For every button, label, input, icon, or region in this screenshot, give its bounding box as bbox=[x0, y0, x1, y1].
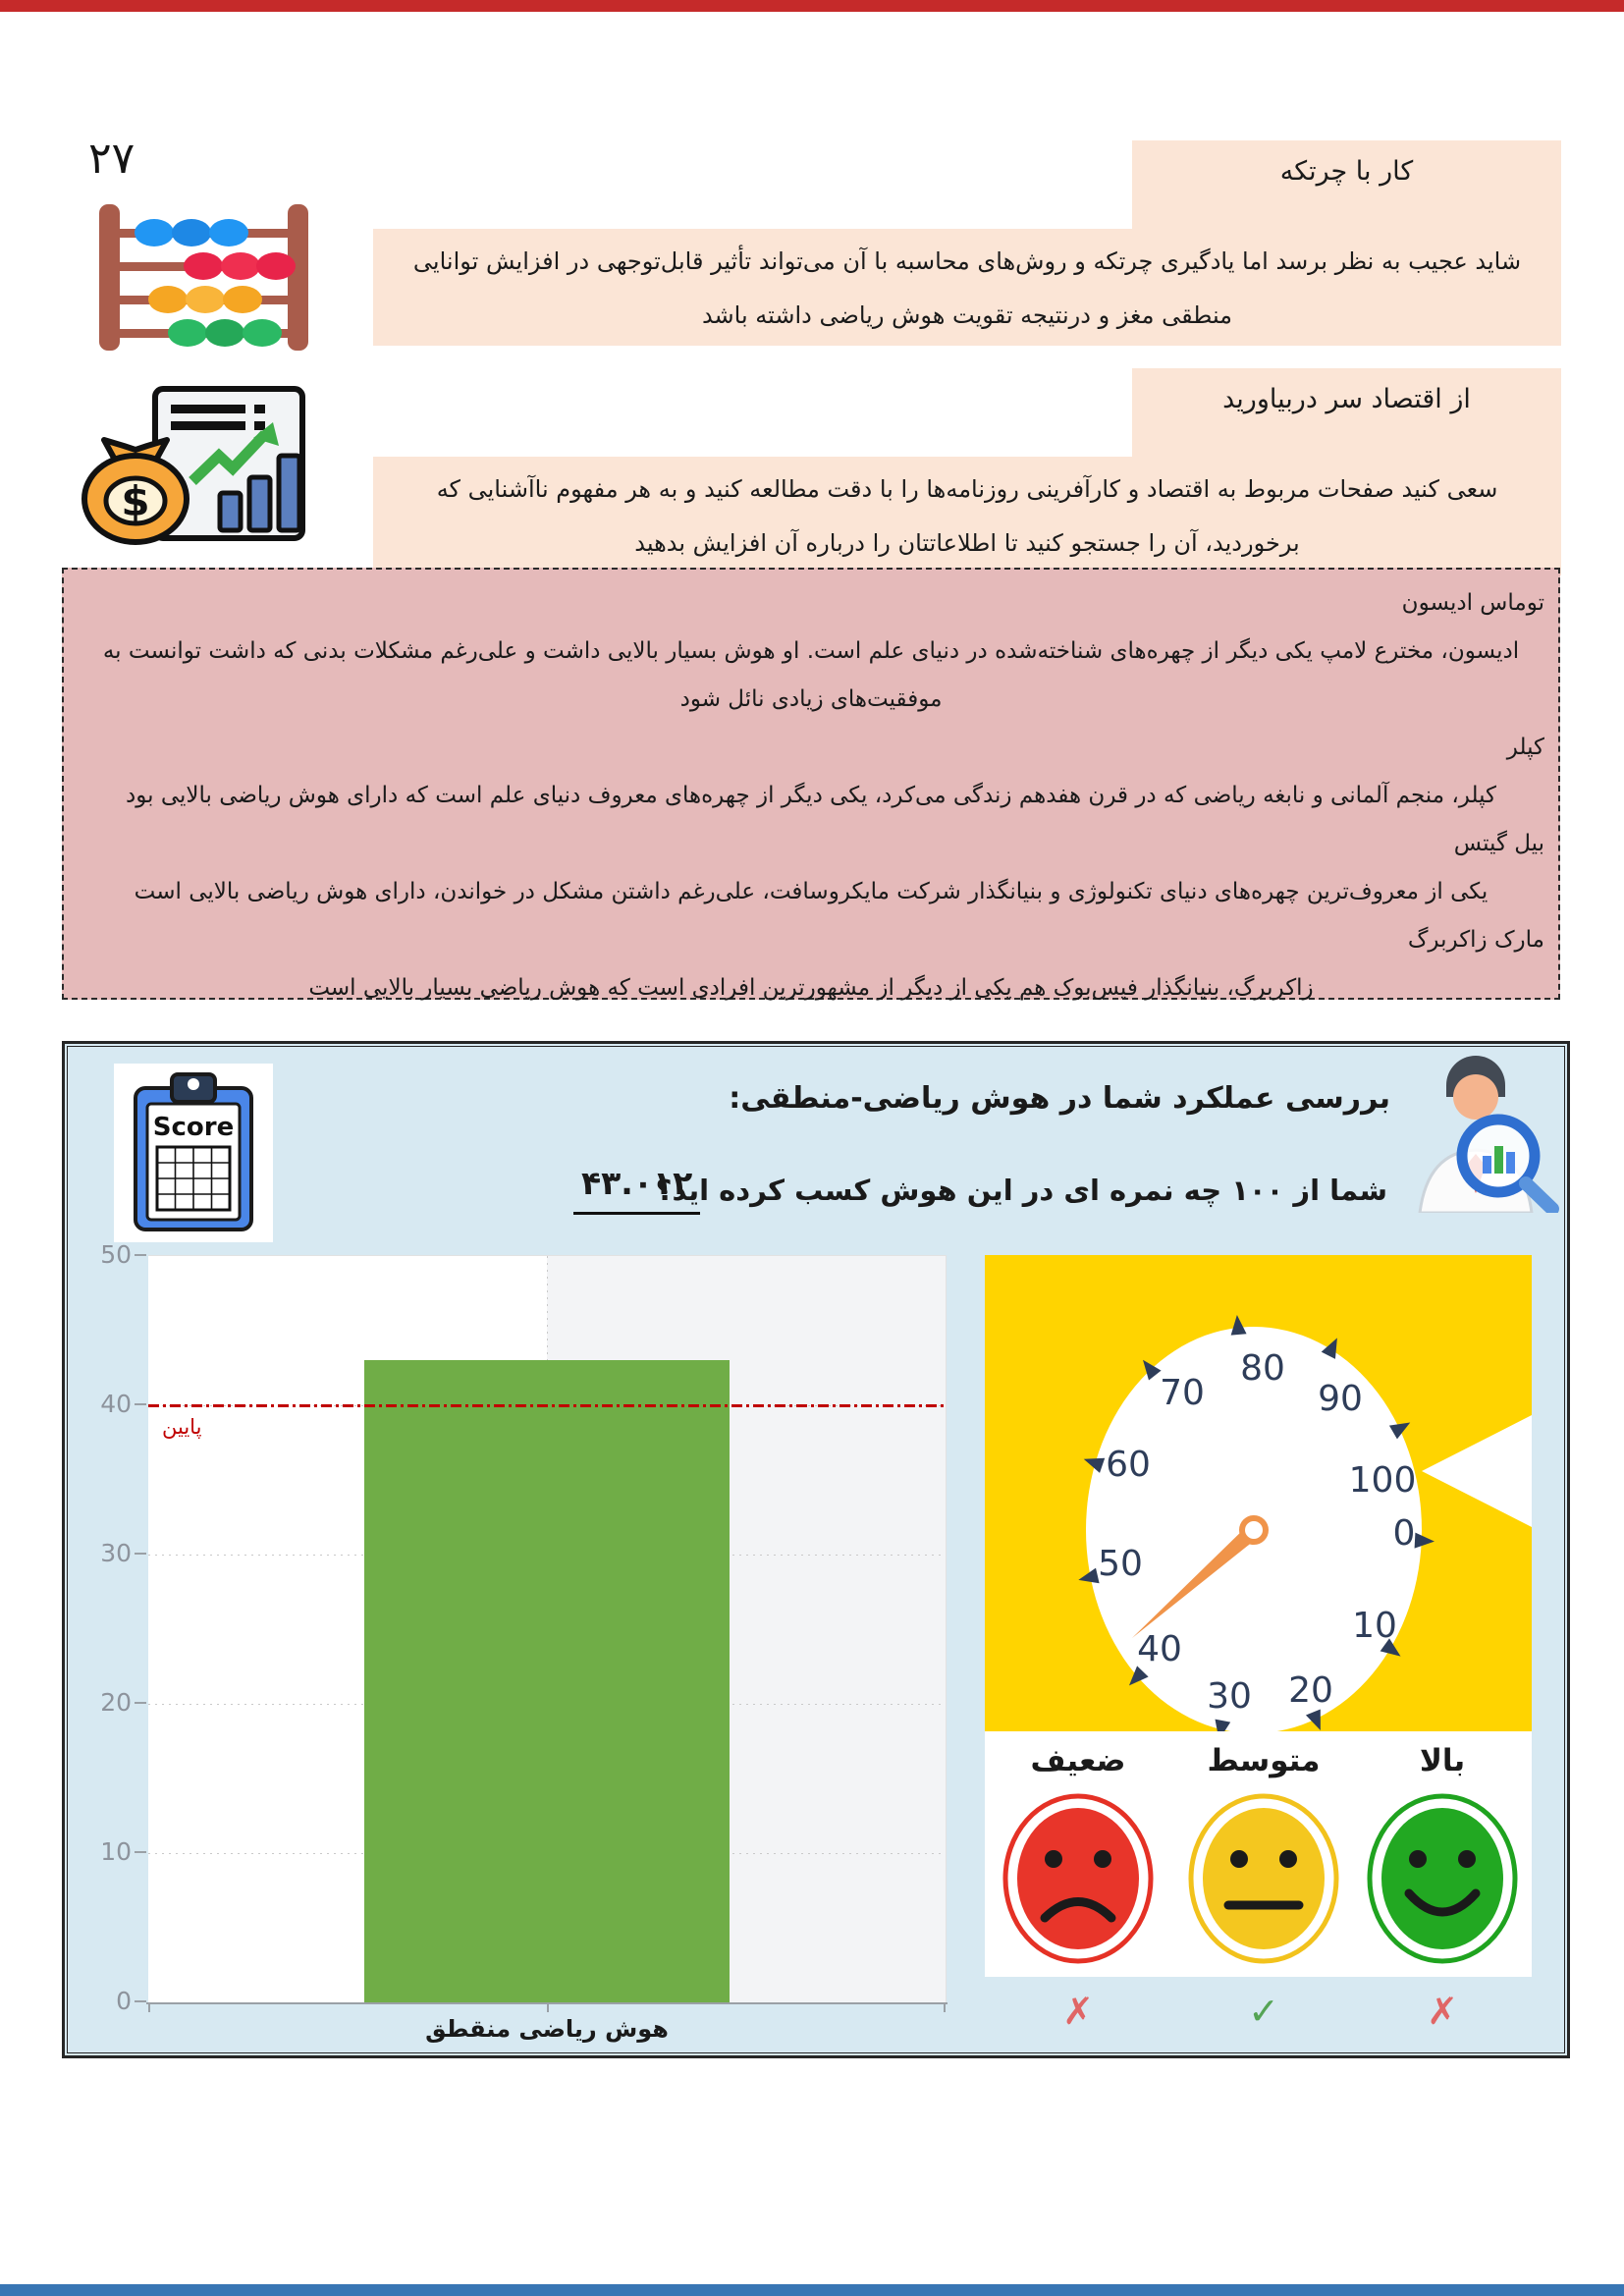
page-top-accent-bar bbox=[0, 0, 1624, 12]
bar-chart-plot bbox=[148, 1255, 947, 2002]
sad-red-face-icon bbox=[1000, 1785, 1157, 1972]
chart-bar bbox=[364, 1360, 730, 2002]
abacus-icon bbox=[93, 201, 314, 357]
panel-question: شما از ۱۰۰ چه نمره ای در این هوش کسب کرده اید؟ bbox=[655, 1174, 1387, 1207]
rating-column-weak bbox=[995, 1736, 1162, 2033]
threshold-label: پایین bbox=[162, 1415, 202, 1439]
y-tick-mark bbox=[135, 1254, 146, 1256]
tip-body-line: منطقی مغز و درنتیجه تقویت هوش ریاضی داشته باشد bbox=[701, 301, 1233, 329]
gauge-tick-label: 50 bbox=[1098, 1544, 1143, 1584]
y-tick-label: 0 bbox=[116, 1987, 132, 2015]
gauge-tick-label: 40 bbox=[1137, 1629, 1182, 1669]
famous-people-box bbox=[62, 568, 1560, 1000]
rating-label: بالا bbox=[1419, 1743, 1466, 1778]
gauge-tick-label: 20 bbox=[1288, 1670, 1333, 1711]
rating-label: ضعیف bbox=[1030, 1743, 1126, 1778]
y-tick-label: 50 bbox=[100, 1240, 132, 1269]
neutral-yellow-face-icon bbox=[1185, 1785, 1342, 1972]
y-tick-mark bbox=[135, 2000, 146, 2002]
page-number: ۲۷ bbox=[88, 134, 135, 184]
tip-body-economy bbox=[373, 457, 1561, 575]
rating-mark: ✗ bbox=[1062, 1990, 1094, 2033]
tip-body-line: برخوردید، آن را جستجو کنید تا اطلاعاتتان را درباره آن افزایش بدهید bbox=[634, 529, 1300, 557]
y-tick-mark bbox=[135, 1851, 146, 1853]
person-magnifier-icon bbox=[1392, 1056, 1564, 1217]
rating-column-high bbox=[1359, 1736, 1526, 2033]
rating-mark: ✓ bbox=[1248, 1990, 1279, 2033]
tip-body-line: سعی کنید صفحات مربوط به اقتصاد و کارآفرینی روزنامه‌ها را با دقت مطالعه کنید و به هر مفهوم ناآشنایی که bbox=[436, 475, 1498, 503]
y-tick-label: 40 bbox=[100, 1390, 132, 1418]
gauge-tick-label: 10 bbox=[1352, 1606, 1397, 1646]
rating-column-medium bbox=[1180, 1736, 1347, 2033]
famous-person-name: کپلر bbox=[1506, 735, 1544, 760]
famous-person-description: زاکربرگ، بنیانگذار فیس‌بوک هم یکی از دیگر از مشهورترین افرادی است که هوش ریاضی بسیار بالایی است bbox=[308, 975, 1314, 1001]
gauge-tick-label: 60 bbox=[1106, 1445, 1151, 1485]
x-category-label: هوش ریاضی منقطق bbox=[425, 2015, 669, 2043]
famous-person-name: مارک زاکربرگ bbox=[1407, 927, 1544, 953]
gauge-tick-label: 70 bbox=[1160, 1373, 1205, 1413]
results-panel bbox=[62, 1041, 1570, 2058]
gauge-tick-label: 90 bbox=[1318, 1379, 1363, 1419]
famous-person-name: توماس ادیسون bbox=[1401, 590, 1544, 616]
tip-body-line: شاید عجیب به نظر برسد اما یادگیری چرتکه و روش‌های محاسبه با آن می‌تواند تأثیر قابل‌توجهی در افزایش توانایی bbox=[412, 247, 1522, 275]
panel-score-value: ۴۳.۰۱۲ bbox=[573, 1164, 700, 1215]
famous-person-description: یکی از معروف‌ترین چهره‌های دنیای تکنولوژی و بنیانگذار شرکت مایکروسافت، علی‌رغم داشتن مشکل در خواندن، دارای هوش ریاضی بالایی است bbox=[134, 879, 1489, 904]
money-bag-chart-icon bbox=[77, 383, 312, 552]
threshold-line bbox=[148, 1404, 946, 1407]
y-tick-mark bbox=[135, 1553, 146, 1555]
tip-header-abacus: کار با چرتکه bbox=[1132, 140, 1561, 229]
famous-person-description: ادیسون، مخترع لامپ یکی دیگر از چهره‌های شناخته‌شده در دنیای علم است. او هوش بسیار بالایی داشت و علی‌رغم مشکلات بدنی که داشت توانست به موفقیت‌های زیادی نائل شود bbox=[102, 638, 1520, 712]
y-tick-mark bbox=[135, 1702, 146, 1704]
svg-text:$: $ bbox=[121, 477, 150, 525]
page-bottom-accent-bar bbox=[0, 2284, 1624, 2296]
x-tick-mark bbox=[547, 2004, 549, 2012]
panel-title: بررسی عملکرد شما در هوش ریاضی-منطقی: bbox=[729, 1081, 1390, 1116]
happy-green-face-icon bbox=[1364, 1785, 1521, 1972]
score-gauge-icon bbox=[985, 1255, 1532, 1731]
x-tick-mark bbox=[944, 2004, 946, 2012]
famous-person-name: بیل گیتس bbox=[1453, 831, 1544, 856]
gauge-tick-label: 30 bbox=[1207, 1676, 1252, 1717]
tip-header-economy: از اقتصاد سر دربیاورید bbox=[1132, 368, 1561, 457]
gauge-tick-label: 100 bbox=[1348, 1460, 1417, 1501]
y-tick-mark bbox=[135, 1403, 146, 1405]
clipboard-label: Score bbox=[152, 1113, 235, 1142]
rating-mark: ✗ bbox=[1427, 1990, 1458, 2033]
x-tick-mark bbox=[148, 2004, 150, 2012]
gauge-tick-label: 80 bbox=[1240, 1348, 1285, 1389]
gauge-tick-label: 0 bbox=[1392, 1513, 1416, 1554]
famous-person-description: کپلر، منجم آلمانی و نابغه ریاضی که در قرن هفدهم زندگی می‌کرد، یکی دیگر از چهره‌های معروف دنیای علم است که دارای هوش ریاضی بالایی بود bbox=[125, 783, 1496, 808]
y-tick-label: 20 bbox=[100, 1688, 132, 1717]
tip-body-abacus bbox=[373, 229, 1561, 346]
rating-label: متوسط bbox=[1207, 1743, 1321, 1778]
score-clipboard-icon bbox=[114, 1064, 273, 1242]
y-tick-label: 10 bbox=[100, 1837, 132, 1866]
y-tick-label: 30 bbox=[100, 1539, 132, 1567]
